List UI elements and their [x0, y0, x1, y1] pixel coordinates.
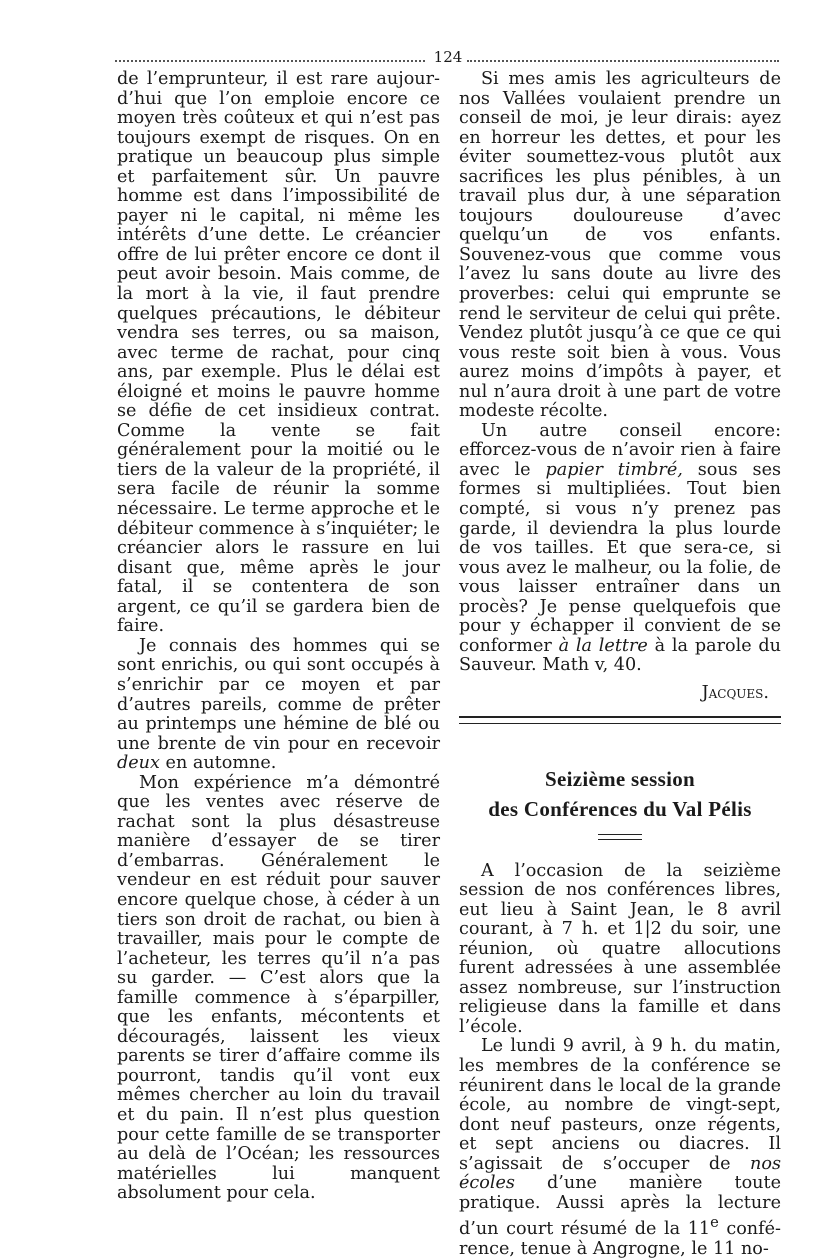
paragraph-text: Un autre conseil encore: efforcez-vous de n’avoir rien à faire avec le — [459, 420, 781, 480]
left-column — [117, 70, 440, 1204]
emphasis-text: à la lettre — [558, 635, 648, 656]
paragraph: A l’occasion de la seizième session de nos conférences libres, eut lieu à Saint Jean, le 8 avril courant, à 7 h. et 1|2 du soir, une réunion, où quatre allocutions furent adressées à une assemblée assez nombreuse, sur l’instruction religieuse dans la famille et dans l’école. — [459, 860, 781, 1037]
emphasis-text: nos écoles — [459, 1153, 781, 1194]
header-rule-right — [467, 60, 779, 62]
paragraph — [117, 637, 440, 774]
paragraph: Mon expérience m’a démontré que les ventes avec réserve de rachat sont la plus désastreuse manière d’essayer de se tirer d’embarras. Généralement le vendeur en est réduit pour sauver encore quelque chose, à céder à un tiers son droit de rachat, ou bien à travailler, mais pour le compte de l’acheteur, les terres qu’il n’a pas su garder. — C’est alors que la famille commence à s’éparpiller, que les enfants, mécontents et découragés, laissent les vieux parents se tirer d’affaire comme ils pourront, tandis qu’il vont eux mêmes chercher au loin du travail et du pain. Il n’est plus question pour cette famille de se transporter au delà de l’Océan; les ressources matérielles lui manquent absolument pour cela. — [117, 772, 440, 1204]
superscript: e — [710, 1214, 719, 1232]
paragraph-text: sous ses formes si multipliées. Tout bien compté, si vous n’y prenez pas garde, il deviendra la plus lourde de vos tailles. Et que sera-ce, si vous avez le malheur, ou la folie, de vous laisser entraîner dans un procès? Je pense quelquefois que pour y échapper il convient de se conformer — [459, 459, 782, 656]
paragraph-text: d’une manière toute pratique. Aussi après la lecture d’un court résumé de la 11 — [459, 1173, 781, 1240]
header-rule-left — [115, 60, 425, 62]
paragraph: Si mes amis les agriculteurs de nos Vallées voulaient prendre un conseil de moi, je leur dirais: ayez en horreur les dettes, et pour les éviter soumettez-vous plutôt aux sacrifices les plus pénibles, à un travail plus dur, à une séparation toujours douloureuse d’avec quelqu’un de vos enfants. Souvenez-vous que comme vous l’avez lu sans doute au livre des proverbes: celui qui emprunte se rend le serviteur de celui qui prête. Vendez plutôt jusqu’à ce que ce qui vous reste soit bien à vous. Vous aurez moins d’impôts à payer, et nul n’aura droit à une part de votre modeste récolte. — [459, 69, 781, 422]
right-column — [459, 70, 781, 1259]
title-ornament-rule — [598, 834, 642, 840]
page-number: 124 — [433, 48, 463, 66]
author-signature: Jacques. — [701, 682, 769, 703]
section-divider — [459, 716, 781, 724]
paragraph: de l’emprunteur, il est rare aujourd’hui que l’on emploie encore ce moyen très coûteux et qui n’est pas toujours exempt de risques. On en pratique un beaucoup plus simple et parfaitement sûr. Un pauvre homme est dans l’impossibilité de payer ni le capital, ni même les intérêts d’une dette. Le créancier offre de lui prêter encore ce dont il peut avoir besoin. Mais comme, de la mort à la vie, il faut prendre quelques précautions, le débiteur vendra ses terres, ou sa maison, avec terme de rachat, pour cinq ans, par exemple. Plus le délai est éloigné et moins le pauvre homme se défie de cet insidieux contrat. Comme la vente se fait généralement pour la moitié ou le tiers de la valeur de la propriété, il sera facile de réunir la somme nécessaire. Le terme approche et le débiteur commence à s’inquiéter; le créancier alors le rassure en lui disant que, même après le jour fatal, il se contentera de son argent, ce qu’il se gardera bien de faire. — [117, 69, 440, 637]
paragraph-text: conférence, tenue à Angrogne, le 11 no- — [459, 1219, 781, 1259]
emphasis-text: papier timbré, — [545, 459, 683, 480]
paragraph-text: Le lundi 9 avril, à 9 h. du matin, les membres de la conférence se réunirent dans le local de la grande école, au nombre de vingt-sept, dont neuf pasteurs, onze régents, et sept anciens ou diacres. Il s’agissait de s’occuper de — [459, 1036, 781, 1174]
emphasis-text: deux — [117, 753, 160, 774]
paragraph-text: Je connais des hommes qui se sont enrichis, ou qui sont occupés à s’enrichir par ce moyen et par d’autres pareils, comme de prêter au printemps une hémine de blé ou une brente de vin pour en recevoir — [117, 635, 440, 754]
section-title-line-1: Seizième session — [544, 766, 696, 791]
paragraph-text: à la parole du Sauveur. Math v, 40. — [459, 635, 782, 676]
paragraph — [459, 1037, 781, 1259]
paragraph — [459, 422, 781, 676]
paragraph-text: en automne. — [165, 753, 277, 774]
page-header — [115, 45, 779, 69]
section-title-line-2: des Conférences du Val Pélis — [488, 796, 752, 821]
